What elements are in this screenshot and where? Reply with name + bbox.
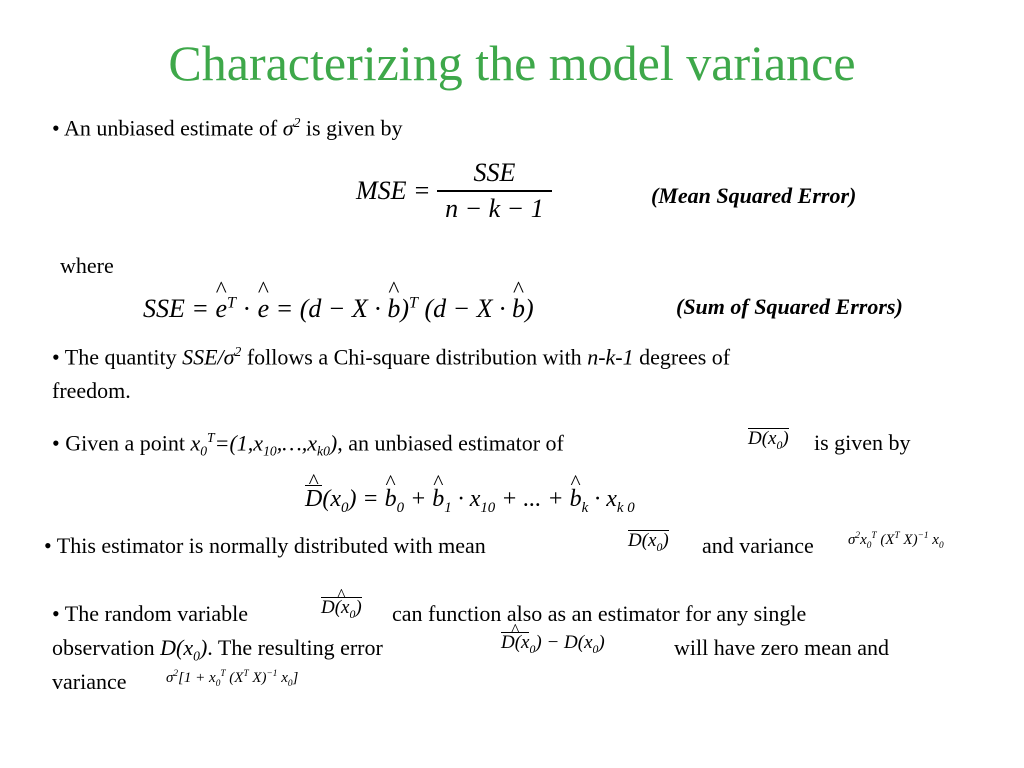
dot: ·	[235, 294, 258, 323]
text: , an unbiased estimator of	[337, 430, 564, 456]
term: + ... +	[495, 486, 570, 512]
subscript: 0	[592, 642, 599, 656]
inverse-sup: −1	[266, 669, 278, 679]
text-is-given-by: is given by	[814, 430, 911, 455]
e-hat-symbol: ^ e	[215, 294, 227, 324]
vector: =(1,x	[214, 430, 264, 456]
subscript: 0	[193, 648, 200, 664]
subscript: 0	[866, 541, 872, 551]
b-hat-symbol: ^ b	[512, 294, 525, 324]
subscript: 0	[349, 607, 356, 621]
bullet-unbiased-estimate	[52, 115, 402, 141]
transpose-sup: T	[220, 669, 226, 679]
text-zero-mean: will have zero mean and	[674, 635, 890, 660]
equation-sse	[143, 294, 534, 324]
subscript: k 0	[616, 499, 635, 516]
sigma-symbol: σ	[848, 532, 856, 548]
term: (x	[322, 486, 341, 512]
text-variance-label: variance	[52, 669, 127, 694]
transpose-sup: T	[226, 294, 236, 312]
mean-expression	[628, 530, 669, 555]
term: X)	[899, 532, 918, 548]
subscript: 0	[529, 642, 536, 656]
x-symbol: x	[190, 430, 201, 456]
d-symbol: D(x	[321, 597, 350, 618]
vector: )	[329, 430, 338, 456]
equation-d-hat	[305, 485, 635, 517]
b-hat-symbol: ^ b	[387, 294, 400, 324]
transpose-sup: T	[871, 531, 877, 541]
text: is given by	[300, 115, 403, 141]
transpose-sup: T	[408, 294, 418, 312]
bullet-random-variable: • The random variable	[52, 601, 249, 626]
vector: ,…,x	[276, 430, 318, 456]
subscript: 0	[656, 540, 663, 554]
subscript: 0	[776, 438, 783, 452]
text-can-function: can function also as an estimator for any single	[392, 601, 807, 626]
d-symbol: ^ D(x	[501, 632, 529, 654]
bullet-chi-square-line2: freedom.	[52, 378, 131, 403]
transpose-sup: T	[243, 669, 249, 679]
bullet-given-point	[52, 430, 564, 460]
transpose-sup: T	[207, 430, 215, 445]
paren: )	[355, 597, 362, 618]
sigma-exponent: 2	[293, 115, 301, 130]
variance-error-expression	[166, 669, 298, 689]
label-mean-squared-error: (Mean Squared Error)	[651, 183, 857, 208]
paren: )	[662, 530, 669, 551]
inverse-sup: −1	[917, 531, 929, 541]
b-hat-symbol: ^ b	[570, 486, 582, 513]
paren: )	[782, 428, 789, 449]
subscript: k	[581, 499, 589, 516]
subscript: 0	[341, 499, 349, 516]
text: degrees of	[633, 344, 731, 370]
sse-term: (d − X ·	[417, 294, 513, 323]
term: X)	[248, 670, 267, 686]
bullet-normal-distribution: • This estimator is normally distributed with mean	[44, 533, 486, 558]
mse-lhs: MSE =	[356, 176, 431, 205]
text-observation-line	[52, 635, 383, 664]
subscript: k0	[317, 443, 330, 459]
text: observation	[52, 635, 161, 660]
mse-denominator: n − k − 1	[437, 190, 552, 224]
paren: )	[199, 635, 208, 660]
term: ) =	[348, 486, 385, 512]
term: x	[277, 670, 288, 686]
error-expression	[501, 632, 605, 657]
sse-lhs: SSE =	[143, 294, 209, 323]
term: [1 + x	[178, 670, 216, 686]
text: • The quantity	[52, 344, 183, 370]
b-hat-symbol: ^ b	[385, 486, 397, 513]
rv-expression	[321, 597, 362, 622]
term: (X	[225, 670, 244, 686]
text: . The resulting error	[207, 635, 383, 660]
bullet-chi-square	[52, 344, 730, 370]
term: x	[928, 532, 939, 548]
text: • Given a point	[52, 430, 191, 456]
term: · x	[451, 486, 481, 512]
where-label: where	[60, 253, 114, 278]
mse-numerator: SSE	[473, 158, 516, 187]
exponent: 2	[234, 344, 242, 359]
exponent: 2	[855, 531, 861, 541]
term: (X	[876, 532, 895, 548]
transpose-sup: T	[894, 531, 900, 541]
subscript: 1	[444, 499, 452, 516]
e-hat-symbol: ^ e	[258, 294, 270, 324]
term: · x	[588, 486, 617, 512]
sse-over-sigma: SSE/σ	[182, 344, 235, 370]
text-and-variance: and variance	[702, 533, 814, 558]
d-symbol: D(x	[160, 635, 194, 660]
paren: )	[598, 632, 605, 653]
d-symbol: D(x	[628, 530, 657, 551]
d-hat-bar-symbol: ^ D	[305, 485, 322, 512]
term: ]	[292, 670, 299, 686]
sse-term: = (d − X ·	[269, 294, 388, 323]
d-symbol: D(x	[748, 428, 777, 449]
paren: )	[400, 294, 409, 323]
exponent: 2	[173, 669, 179, 679]
subscript: 0	[396, 499, 405, 516]
mse-fraction	[437, 158, 552, 224]
x-symbol: x	[860, 532, 867, 548]
subscript: 10	[263, 443, 277, 459]
term: +	[404, 486, 433, 512]
slide-title: Characterizing the model variance	[168, 35, 856, 91]
label-sum-of-squared-errors: (Sum of Squared Errors)	[676, 294, 903, 319]
degrees-of-freedom: n-k-1	[587, 344, 634, 370]
equation-mse	[356, 158, 552, 224]
subscript: 0	[200, 443, 208, 459]
sigma-symbol: σ	[166, 670, 174, 686]
text: follows a Chi-square distribution with	[241, 344, 588, 370]
subscript: 10	[480, 499, 496, 516]
subscript: 0	[215, 679, 221, 689]
subscript: 0	[938, 541, 944, 551]
paren: )	[525, 294, 534, 323]
subscript: 0	[287, 679, 293, 689]
sigma-symbol: σ	[282, 115, 294, 141]
b-hat-symbol: ^ b	[432, 486, 444, 513]
variance-expression	[848, 531, 944, 551]
text: • An unbiased estimate of	[52, 115, 283, 141]
d-bar-x0	[748, 428, 789, 453]
term: ) − D(x	[535, 632, 593, 653]
